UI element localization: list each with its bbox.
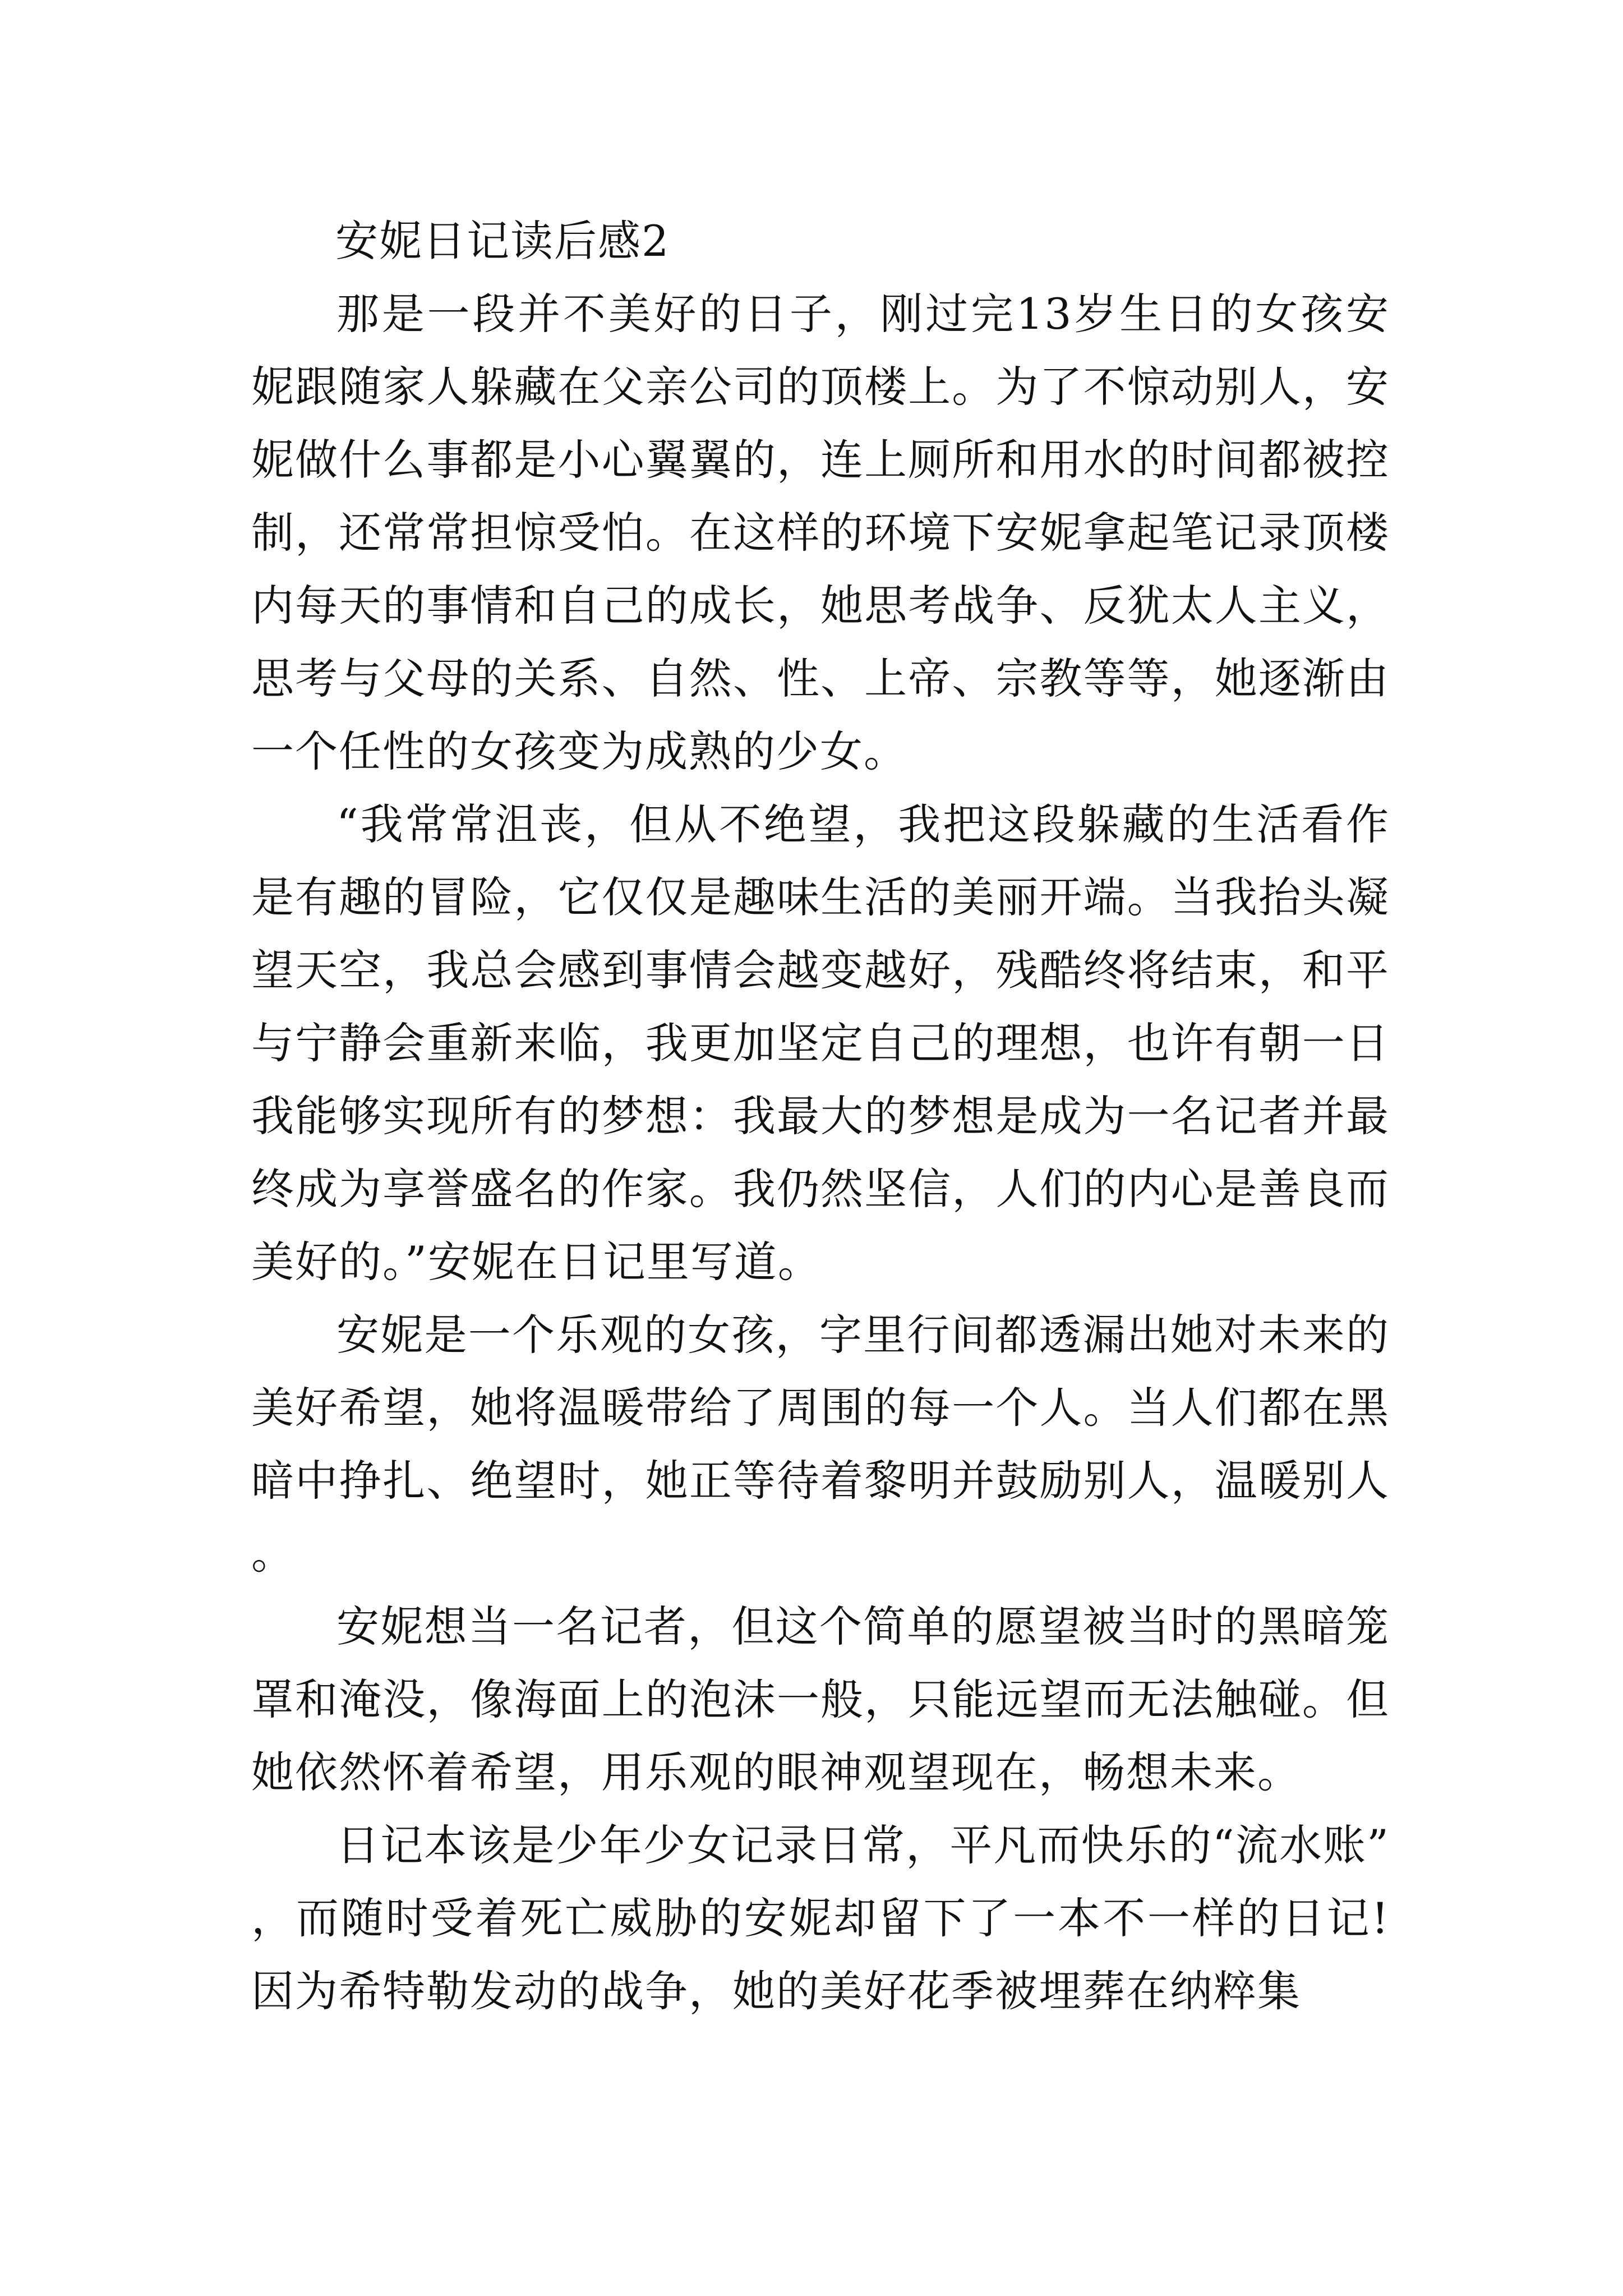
document-title: 安妮日记读后感2 xyxy=(335,216,670,266)
document-body xyxy=(251,205,1390,2028)
paragraph: 安妮是一个乐观的女孩，字里行间都透漏出她对未来的美好希望，她将温暖带给了周围的每一个人。当人们都在黑暗中挣扎、绝望时，她正等待着黎明并鼓励别人，温暖别人。 xyxy=(251,1310,1390,1579)
paragraph: 日记本该是少年少女记录日常，平凡而快乐的“流水账”，而随时受着死亡威胁的安妮却留下了一本不一样的日记!因为希特勒发动的战争，她的美好花季被埋葬在纳粹集 xyxy=(251,1820,1390,2016)
paragraph: “我常常沮丧，但从不绝望，我把这段躲藏的生活看作是有趣的冒险，它仅仅是趣味生活的美丽开端。当我抬头凝望天空，我总会感到事情会越变越好，残酷终将结束，和平与宁静会重新来临，我更加坚定自己的理想，也许有朝一日我能够实现所有的梦想：我最大的梦想是成为一名记者并最终成为享誉盛名的作家。我仍然坚信，人们的内心是善良而美好的。”安妮在日记里写道。 xyxy=(251,799,1390,1287)
paragraph: 安妮想当一名记者，但这个简单的愿望被当时的黑暗笼罩和淹没，像海面上的泡沫一般，只能远望而无法触碰。但她依然怀着希望，用乐观的眼神观望现在，畅想未来。 xyxy=(251,1602,1390,1797)
paragraph: 那是一段并不美好的日子，刚过完13岁生日的女孩安妮跟随家人躲藏在父亲公司的顶楼上。为了不惊动别人，安妮做什么事都是小心翼翼的，连上厕所和用水的时间都被控制，还常常担惊受怕。在这样的环境下安妮拿起笔记录顶楼内每天的事情和自己的成长，她思考战争、反犹太人主义，思考与父母的关系、自然、性、上帝、宗教等等，她逐渐由一个任性的女孩变为成熟的少女。 xyxy=(251,289,1390,776)
